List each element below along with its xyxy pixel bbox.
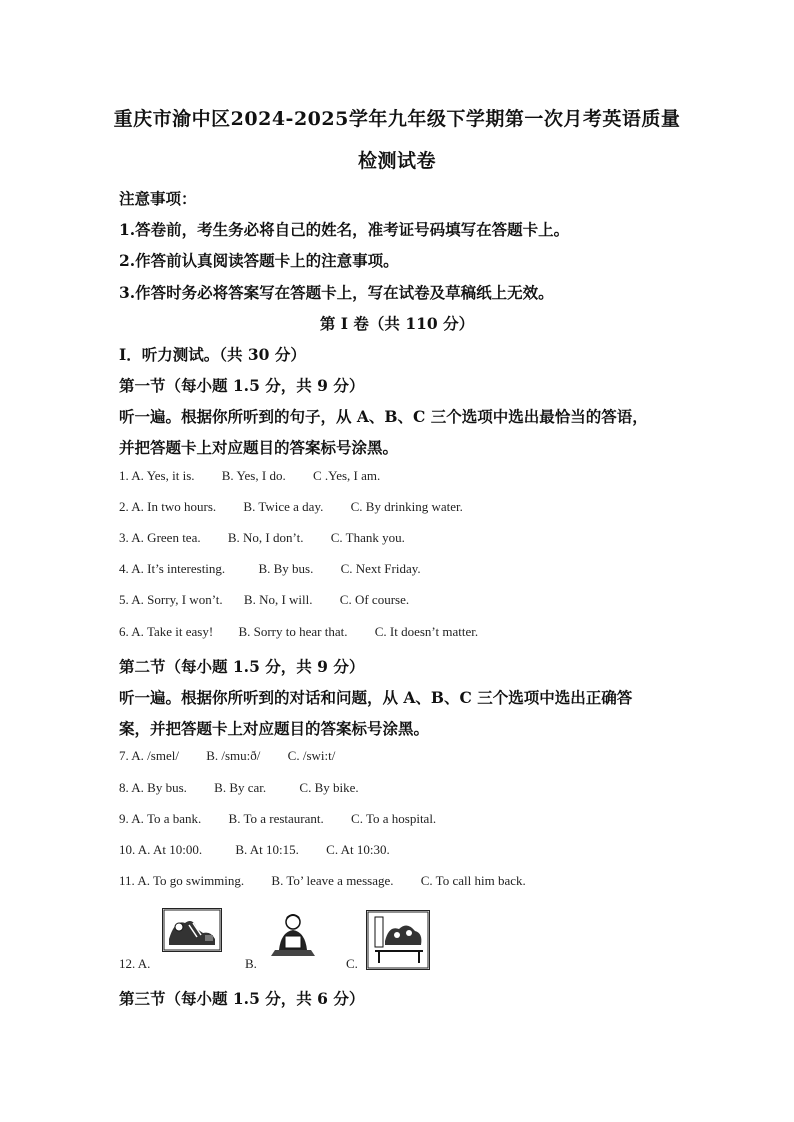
option-b: B. To’ leave a message. xyxy=(271,873,394,888)
section2-instruction: 案，并把答题卡上对应题目的答案标号涂黑。 xyxy=(119,719,430,738)
notice-item: 2.作答前认真阅读答题卡上的注意事项。 xyxy=(119,251,399,270)
option-b: B. No, I will. xyxy=(243,592,313,607)
picture-b-image xyxy=(267,910,319,962)
section2-instruction: 听一遍。根据你所听到的对话和问题，从 A、B、C 三个选项中选出正确答 xyxy=(119,688,633,707)
option-c: C. By drinking water. xyxy=(350,499,463,514)
question-number: 12. xyxy=(119,956,136,971)
option-b: B. /smu:ð/ xyxy=(206,748,261,763)
option-c: C. Thank you. xyxy=(330,530,405,545)
section3-heading: 第三节（每小题 1.5 分，共 6 分） xyxy=(119,989,365,1008)
question-4 xyxy=(119,561,421,577)
option-c: C. Next Friday. xyxy=(340,561,421,576)
notice-item: 1.答卷前，考生务必将自己的姓名，准考证号码填写在答题卡上。 xyxy=(119,220,570,239)
option-c: C. To call him back. xyxy=(420,873,526,888)
option-c: C. /swi:t/ xyxy=(287,748,336,763)
option-b: B. Yes, I do. xyxy=(221,468,286,483)
question-2 xyxy=(119,499,463,515)
question-8 xyxy=(119,780,359,796)
question-number: 1. xyxy=(119,468,129,483)
question-12 xyxy=(119,956,150,972)
option-b: B. xyxy=(245,956,257,971)
question-3 xyxy=(119,530,405,546)
exam-title-line1: 重庆市渝中区2024-2025学年九年级下学期第一次月考英语质量 xyxy=(113,108,681,130)
question-number: 4. xyxy=(119,561,129,576)
option-a: A. To go swimming. xyxy=(137,873,245,888)
option-b: B. Twice a day. xyxy=(243,499,324,514)
option-c: C. It doesn’t matter. xyxy=(374,624,479,639)
option-c: C. By bike. xyxy=(299,780,359,795)
notice-heading: 注意事项： xyxy=(119,189,197,208)
question-number: 10. xyxy=(119,842,136,857)
question-11 xyxy=(119,873,526,889)
question-number: 2. xyxy=(119,499,129,514)
question-10 xyxy=(119,842,390,858)
option-a: A. Sorry, I won’t. xyxy=(131,592,223,607)
question-9 xyxy=(119,811,436,827)
section2-heading: 第二节（每小题 1.5 分，共 9 分） xyxy=(119,657,365,676)
question-1 xyxy=(119,468,380,484)
question-7 xyxy=(119,748,335,764)
option-c: C. At 10:30. xyxy=(326,842,390,857)
question-number: 3. xyxy=(119,530,129,545)
section1-instruction: 听一遍。根据你所听到的句子，从 A、B、C 三个选项中选出最恰当的答语， xyxy=(119,407,648,426)
option-c: C. Of course. xyxy=(339,592,410,607)
option-a: A. It’s interesting. xyxy=(131,561,226,576)
picture-a-image xyxy=(162,908,222,952)
option-b: B. By bus. xyxy=(258,561,314,576)
question-6 xyxy=(119,624,478,640)
question-number: 11. xyxy=(119,873,135,888)
option-b: B. To a restaurant. xyxy=(228,811,324,826)
option-b: B. Sorry to hear that. xyxy=(238,624,348,639)
question-number: 5. xyxy=(119,592,129,607)
option-c: C. xyxy=(346,956,358,971)
question-number: 7. xyxy=(119,748,129,763)
option-c: C. To a hospital. xyxy=(351,811,437,826)
notice-item: 3.作答时务必将答案写在答题卡上，写在试卷及草稿纸上无效。 xyxy=(119,283,554,302)
question-number: 9. xyxy=(119,811,129,826)
option-a: A. Yes, it is. xyxy=(131,468,195,483)
question-number: 6. xyxy=(119,624,129,639)
exam-title-line2: 检测试卷 xyxy=(357,150,436,172)
section1-instruction: 并把答题卡上对应题目的答案标号涂黑。 xyxy=(119,438,399,457)
paper-label: 第 I 卷（共 110 分） xyxy=(319,314,475,333)
option-b: B. By car. xyxy=(214,780,267,795)
option-b: B. No, I don’t. xyxy=(227,530,304,545)
option-a: A. At 10:00. xyxy=(137,842,203,857)
question-5 xyxy=(119,592,409,608)
option-b: B. At 10:15. xyxy=(235,842,299,857)
option-a: A. /smel/ xyxy=(131,748,179,763)
option-a: A. xyxy=(137,956,151,971)
part1-heading: I．听力测试。（共 30 分） xyxy=(119,345,306,364)
option-a: A. In two hours. xyxy=(131,499,217,514)
option-a: A. Green tea. xyxy=(131,530,201,545)
option-a: A. Take it easy! xyxy=(131,624,214,639)
section1-heading: 第一节（每小题 1.5 分，共 9 分） xyxy=(119,376,365,395)
option-a: A. To a bank. xyxy=(131,811,202,826)
option-c: C .Yes, I am. xyxy=(312,468,381,483)
picture-c-image xyxy=(366,910,430,970)
option-a: A. By bus. xyxy=(131,780,187,795)
question-number: 8. xyxy=(119,780,129,795)
